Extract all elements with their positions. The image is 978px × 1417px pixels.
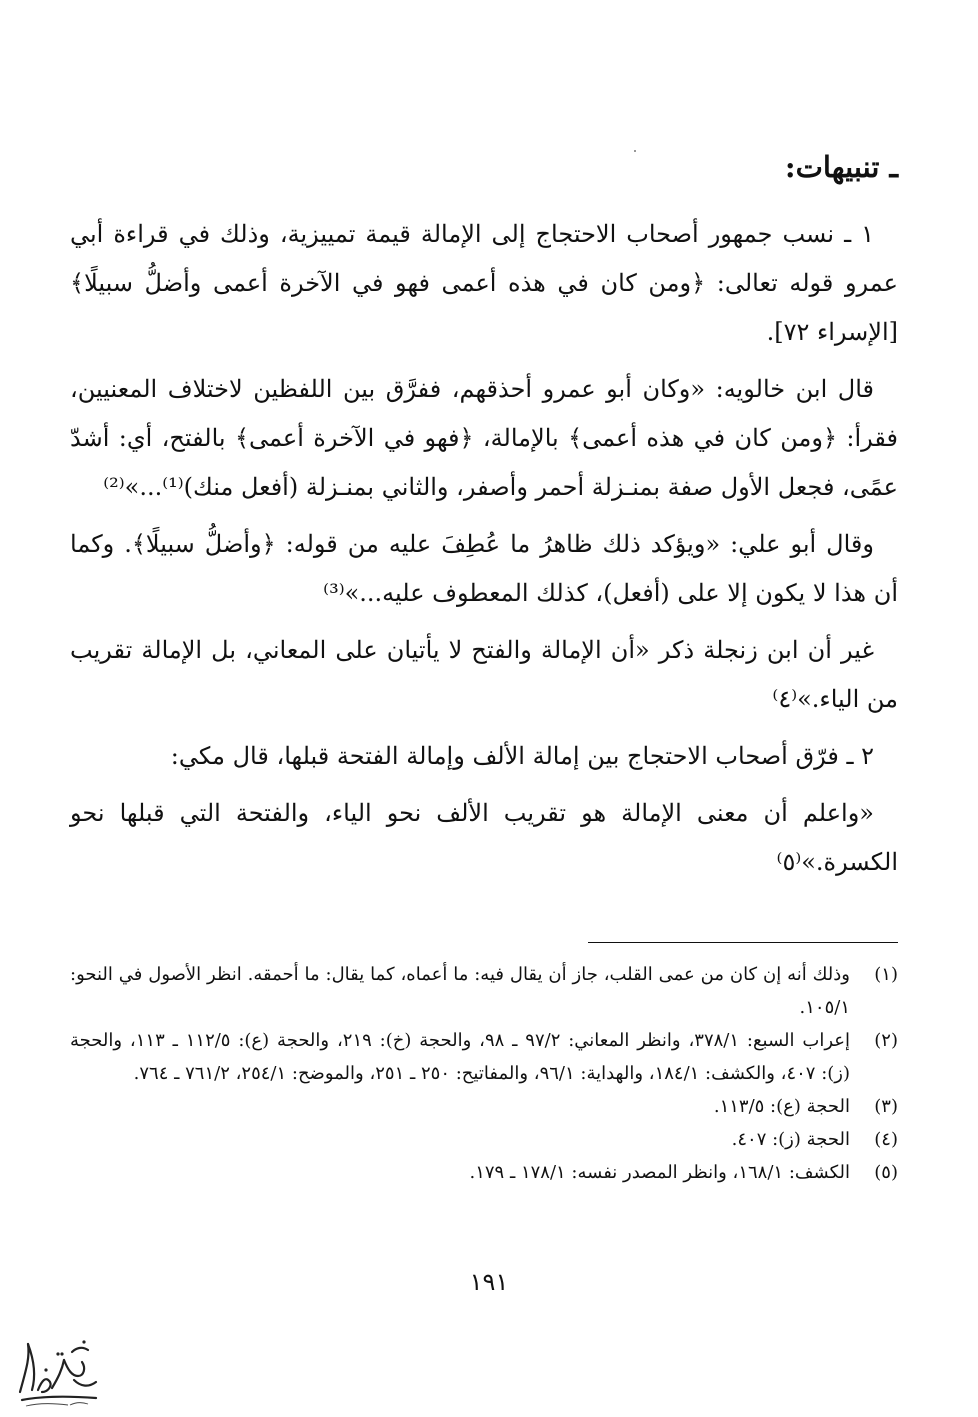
calligraphy-stamp-icon: [12, 1330, 102, 1410]
footnote-number: (١): [874, 964, 898, 985]
footnote-text: الحجة (ع): ١١٣/٥.: [713, 1096, 850, 1117]
footnote-divider: [588, 942, 898, 943]
footnote-number: (٢): [874, 1030, 898, 1051]
footnote-item: [70, 1024, 898, 1090]
footnote-item: [70, 1123, 898, 1156]
paragraph-ibn-zanjala-quote: غير أن ابن زنجلة ذكر «أن الإمالة والفتح لا يأتيان على المعاني، بل الإمالة تقريب من الياء.»⁽٤⁾: [70, 636, 898, 713]
paragraph-abu-ali-quote: وقال أبو علي: «ويؤكد ذلك ظاهرُ ما عُطِفَ عليه من قوله: ﴿وأضلُّ سبيلًا﴾. وكما أن هذا لا يكون إلا على (أفعل)، كذلك المعطوف عليه...»⁽³⁾: [70, 530, 898, 607]
speck-mark: [634, 150, 636, 152]
section-heading: ـ تنبيهات:: [784, 150, 898, 184]
paragraph-note-2: ٢ ـ فرّق أصحاب الاحتجاج بين إمالة الألف وإمالة الفتحة قبلها، قال مكي:: [170, 742, 874, 770]
calligraphy-stamp-icon-graphic: [12, 1330, 102, 1410]
footnote-number: (٤): [874, 1129, 898, 1150]
paragraph-makki-quote: «واعلم أن معنى الإمالة هو تقريب الألف نحو الياء، والفتحة التي قبلها نحو الكسرة.»⁽٥⁾: [70, 799, 898, 876]
footnote-text: الكشف: ١٦٨/١، وانظر المصدر نفسه: ١٧٨/١ ـ ١٧٩.: [469, 1162, 850, 1183]
footnote-number: (٥): [874, 1162, 898, 1183]
footnote-item: [70, 1090, 898, 1123]
page-number: ١٩١: [469, 1268, 509, 1296]
footnote-text: وذلك أنه إن كان من عمى القلب، جاز أن يقال فيه: ما أعماه، كما يقال: ما أحمقه. انظر الأصول في النحو: ١٠٥/١.: [70, 964, 850, 1018]
paragraph-ibn-khalawayh-quote: قال ابن خالويه: «وكان أبو عمرو أحذقهم، ففرَّق بين اللفظين لاختلاف المعنيين، فقرأ: ﴿ومن كان في هذه أعمى﴾ بالإمالة، ﴿فهو في الآخرة أعمى﴾ بالفتح، أي: أشدّ عمًى، فجعل الأول صفة بمنـزلة أحمر وأصفر، والثاني بمنـزلة (أفعل منك)⁽¹⁾...»⁽²⁾: [70, 375, 898, 501]
footnote-text: إعراب السبع: ٣٧٨/١، وانظر المعاني: ٩٧/٢ ـ ٩٨، والحجة (خ): ٢١٩، والحجة (ع): ١١٢/٥ ـ ١١٣، والحجة (ز): ٤٠٧، والكشف: ١٨٤/١، والهداية: ٩٦/١، والمفاتيح: ٢٥٠ ـ ٢٥١، والموضح: ٢٥٤/١، ٧٦١/٢ ـ ٧٦٤.: [70, 1030, 850, 1084]
footnote-number: (٣): [874, 1096, 898, 1117]
body-text: [70, 210, 898, 895]
footnotes: [70, 958, 898, 1189]
paragraph-note-1: ١ ـ نسب جمهور أصحاب الاحتجاج إلى الإمالة قيمة تمييزية، وذلك في قراءة أبي عمرو قوله تعالى: ﴿ومن كان في هذه أعمى فهو في الآخرة أعمى وأضلُّ سبيلًا﴾ [الإسراء ٧٢].: [70, 220, 898, 346]
footnote-text: الحجة (ز): ٤٠٧.: [731, 1129, 850, 1150]
footnote-item: [70, 1156, 898, 1189]
footnote-item: [70, 958, 898, 1024]
